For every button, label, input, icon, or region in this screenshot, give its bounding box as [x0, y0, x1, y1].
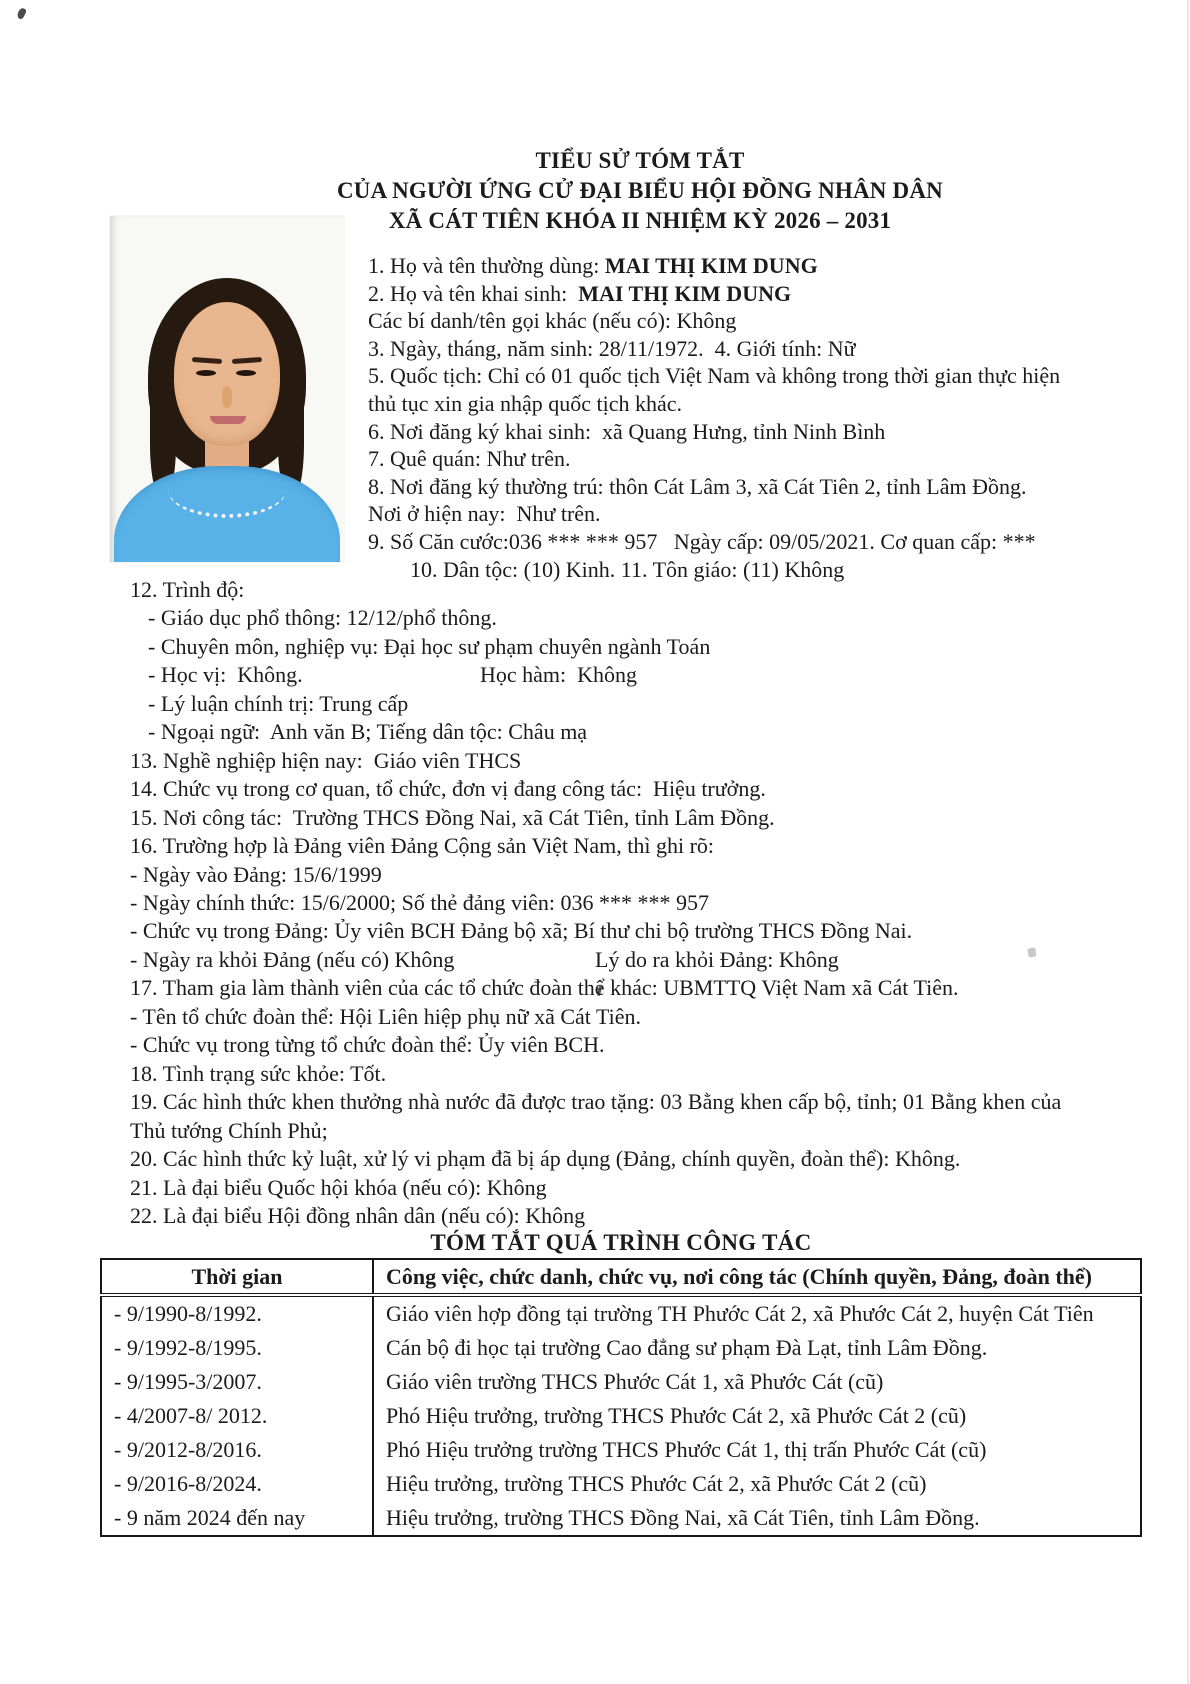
- photo-mouth: [210, 416, 246, 424]
- field-academic-title: Học hàm: Không: [480, 662, 638, 688]
- field-hometown: 7. Quê quán: Như trên.: [368, 446, 571, 472]
- field-education-header: 12. Trình độ:: [130, 577, 245, 602]
- table-header-row: [101, 1259, 1141, 1295]
- photo-eye-left: [196, 370, 216, 376]
- work-history-table: [100, 1258, 1142, 1537]
- field-professional-education: - Chuyên môn, nghiệp vụ: Đại học sư phạm chuyên ngành Toán: [148, 633, 711, 659]
- cell-job: Hiệu trưởng, trường THCS Phước Cát 2, xã Phước Cát 2 (cũ): [373, 1467, 1141, 1501]
- table-header-time: Thời gian: [101, 1259, 373, 1295]
- field-degree: - Học vị: Không.: [148, 662, 303, 688]
- field-current-residence: Nơi ở hiện nay: Như trên.: [368, 501, 601, 527]
- cell-time: - 9/1992-8/1995.: [114, 1335, 262, 1360]
- table-row: [101, 1365, 1141, 1399]
- table-header-job: Công việc, chức danh, chức vụ, nơi công tác (Chính quyền, Đảng, đoàn thể): [373, 1259, 1141, 1295]
- field-national-assembly: 21. Là đại biểu Quốc hội khóa (nếu có): Không: [130, 1174, 547, 1200]
- field-org-name: - Tên tổ chức đoàn thể: Hội Liên hiệp phụ nữ xã Cát Tiên.: [130, 1003, 642, 1029]
- field-peoples-council: 22. Là đại biểu Hội đồng nhân dân (nếu có): Không: [130, 1202, 586, 1228]
- field-workplace: 15. Nơi công tác: Trường THCS Đồng Nai, xã Cát Tiên, tỉnh Lâm Đồng.: [130, 804, 775, 830]
- field-organizations: 17. Tham gia làm thành viên của các tổ chức đoàn thể khác: UBMTTQ Việt Nam xã Cát Tiên.: [130, 975, 959, 1001]
- field-dob-gender: 3. Ngày, tháng, năm sinh: 28/11/1972. 4. Giới tính: Nữ: [368, 335, 856, 361]
- field-common-name-label: 1. Họ và tên thường dùng:: [368, 253, 605, 278]
- cell-job: Cán bộ đi học tại trường Cao đẳng sư phạm Đà Lạt, tỉnh Lâm Đồng.: [373, 1331, 1141, 1365]
- scan-artifact: [16, 7, 27, 20]
- field-party-official-date: - Ngày chính thức: 15/6/2000; Số thẻ đảng viên: 036 *** *** 957: [130, 889, 709, 915]
- field-party-header: 16. Trường hợp là Đảng viên Đảng Cộng sản Việt Nam, thì ghi rõ:: [130, 833, 715, 859]
- cell-job: Giáo viên trường THCS Phước Cát 1, xã Phước Cát (cũ): [373, 1365, 1141, 1399]
- work-history-title: TÓM TẮT QUÁ TRÌNH CÔNG TÁC: [430, 1230, 812, 1255]
- field-org-position: - Chức vụ trong từng tổ chức đoàn thể: Ủy viên BCH.: [130, 1032, 605, 1058]
- field-awards-cont: Thủ tướng Chính Phủ;: [130, 1117, 328, 1143]
- field-party-join-date: - Ngày vào Đảng: 15/6/1999: [130, 861, 382, 887]
- photo-eyebrow-right: [232, 357, 262, 364]
- field-party-position: - Chức vụ trong Đảng: Ủy viên BCH Đảng bộ xã; Bí thư chi bộ trường THCS Đồng Nai.: [130, 918, 913, 944]
- cell-time: - 9 năm 2024 đến nay: [114, 1505, 306, 1530]
- document-title: [255, 146, 1025, 236]
- field-occupation: 13. Nghề nghiệp hiện nay: Giáo viên THCS: [130, 747, 522, 773]
- table-row: [101, 1467, 1141, 1501]
- title-line-2: CỦA NGƯỜI ỨNG CỬ ĐẠI BIỂU HỘI ĐỒNG NHÂN DÂN: [337, 178, 943, 203]
- field-birth-registration: 6. Nơi đăng ký khai sinh: xã Quang Hưng, tỉnh Ninh Bình: [368, 418, 886, 444]
- photo-eye-right: [236, 370, 256, 376]
- field-nationality: 5. Quốc tịch: Chỉ có 01 quốc tịch Việt Nam và không trong thời gian thực hiện: [368, 363, 1061, 389]
- field-political-theory: - Lý luận chính trị: Trung cấp: [148, 690, 409, 716]
- cell-job: Phó Hiệu trưởng, trường THCS Phước Cát 2, xã Phước Cát 2 (cũ): [373, 1399, 1141, 1433]
- field-discipline: 20. Các hình thức kỷ luật, xử lý vi phạm đã bị áp dụng (Đảng, chính quyền, đoàn thể): Không.: [130, 1146, 961, 1172]
- cell-time: - 9/1990-8/1992.: [114, 1301, 262, 1326]
- details-block: [130, 576, 1061, 1230]
- field-position: 14. Chức vụ trong cơ quan, tổ chức, đơn vị đang công tác: Hiệu trưởng.: [130, 776, 766, 802]
- field-party-leave-date: - Ngày ra khỏi Đảng (nếu có) Không: [130, 946, 455, 972]
- field-birth-name-label: 2. Họ và tên khai sinh:: [368, 280, 579, 306]
- cell-time: - 9/2012-8/2016.: [114, 1437, 262, 1462]
- field-common-name-value: MAI THỊ KIM DUNG: [604, 253, 818, 278]
- photo-nose: [222, 386, 232, 408]
- field-party-leave-reason: Lý do ra khỏi Đảng: Không: [595, 946, 839, 972]
- field-nationality-cont: thủ tục xin gia nhập quốc tịch khác.: [368, 390, 683, 416]
- cell-time: - 4/2007-8/ 2012.: [114, 1403, 268, 1428]
- field-degree-title: [130, 661, 1061, 689]
- field-id-card: 9. Số Căn cước:036 *** *** 957 Ngày cấp: 09/05/2021. Cơ quan cấp: ***: [368, 528, 1036, 554]
- field-birth-name: [368, 280, 1060, 308]
- field-awards: 19. Các hình thức khen thưởng nhà nước đã được trao tặng: 03 Bằng khen cấp bộ, tỉnh; 01 Bằng khen của: [130, 1089, 1062, 1115]
- personal-info-block: [368, 252, 1060, 583]
- table-row: [101, 1433, 1141, 1467]
- cell-job: Phó Hiệu trưởng trường THCS Phước Cát 1, thị trấn Phước Cát (cũ): [373, 1433, 1141, 1467]
- field-ethnicity-religion: 10. Dân tộc: (10) Kinh. 11. Tôn giáo: (11) Không: [410, 556, 845, 582]
- photo-necklace-beads: [168, 462, 286, 518]
- table-row: [101, 1501, 1141, 1536]
- table-row: [101, 1399, 1141, 1433]
- scan-edge-line: [1187, 0, 1189, 1684]
- cell-time: - 9/2016-8/2024.: [114, 1471, 262, 1496]
- cell-job: Giáo viên hợp đồng tại trường TH Phước Cát 2, xã Phước Cát 2, huyện Cát Tiên: [373, 1295, 1141, 1331]
- field-party-leave: [130, 946, 1061, 974]
- table-row: [101, 1331, 1141, 1365]
- field-general-education: - Giáo dục phổ thông: 12/12/phổ thông.: [148, 605, 497, 631]
- field-common-name: [368, 252, 1060, 280]
- table-row: [101, 1295, 1141, 1331]
- title-line-1: TIỂU SỬ TÓM TẮT: [535, 148, 745, 173]
- field-birth-name-value: MAI THỊ KIM DUNG: [578, 280, 792, 306]
- title-line-3: XÃ CÁT TIÊN KHÓA II NHIỆM KỲ 2026 – 2031: [388, 208, 892, 233]
- candidate-photo: [110, 216, 344, 562]
- photo-eyebrow-left: [192, 357, 222, 364]
- field-health: 18. Tình trạng sức khỏe: Tốt.: [130, 1060, 387, 1086]
- photo-face: [174, 302, 280, 446]
- field-permanent-residence: 8. Nơi đăng ký thường trú: thôn Cát Lâm 3, xã Cát Tiên 2, tỉnh Lâm Đồng.: [368, 473, 1027, 499]
- cell-job: Hiệu trưởng, trường THCS Đồng Nai, xã Cát Tiên, tỉnh Lâm Đồng.: [373, 1501, 1141, 1536]
- cell-time: - 9/1995-3/2007.: [114, 1369, 262, 1394]
- field-languages: - Ngoại ngữ: Anh văn B; Tiếng dân tộc: Châu mạ: [148, 719, 588, 745]
- field-aliases: Các bí danh/tên gọi khác (nếu có): Không: [368, 308, 737, 334]
